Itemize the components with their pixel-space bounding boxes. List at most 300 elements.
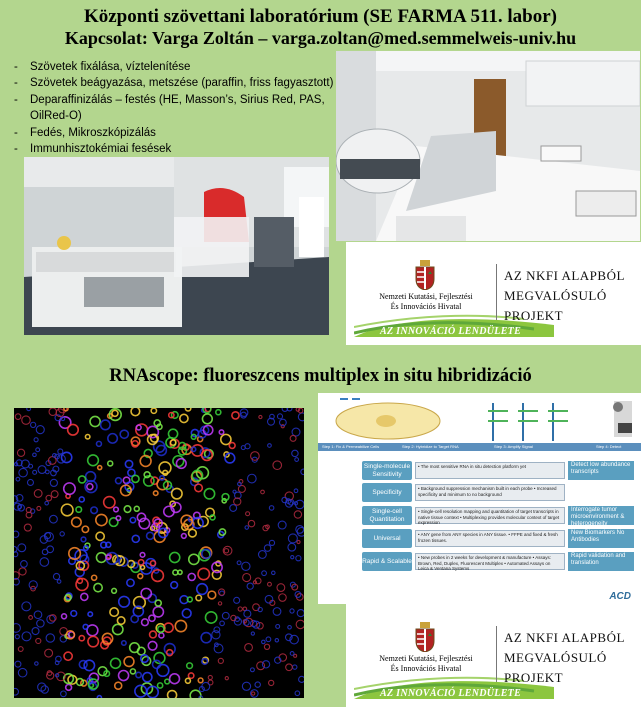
step-1-label: Step 1: Fix & Permeabilize Cells — [322, 444, 380, 449]
fluorescent-cell — [134, 506, 139, 511]
feature-benefit: Detect low abundance transcripts — [568, 461, 634, 480]
fluorescent-cell — [96, 532, 104, 540]
fluorescent-cell — [14, 688, 18, 695]
fluorescent-cell — [212, 631, 220, 639]
fluorescent-cell — [168, 691, 177, 698]
fluorescent-cell — [208, 591, 216, 599]
fluorescent-cell — [165, 679, 170, 684]
fluorescent-cell — [261, 490, 265, 494]
nkfi-logo-panel — [346, 604, 641, 707]
feature-benefit: New Biomarkers No Antibodies — [568, 529, 634, 548]
step-2-label: Step 2: Hybridize to Target RNA — [402, 444, 459, 449]
fluorescent-cell — [51, 491, 58, 498]
fluorescent-cell — [155, 600, 161, 606]
fluorescent-cell — [62, 614, 67, 619]
fluorescent-cell — [291, 556, 294, 559]
fluorescent-cell — [17, 449, 24, 456]
fluorescent-cell — [84, 660, 94, 670]
fluorescent-cell — [277, 414, 282, 419]
fluorescent-cell — [92, 575, 97, 580]
fluorescent-cell — [36, 426, 44, 434]
fluorescent-cell — [35, 662, 38, 665]
fluorescent-cell — [286, 664, 293, 671]
fluorescent-cell — [135, 685, 147, 697]
fluorescent-cell — [81, 593, 88, 600]
fluorescent-cell — [204, 489, 214, 499]
fluorescent-cell — [82, 526, 88, 532]
fluorescent-cell — [197, 584, 208, 595]
fluorescent-cell — [188, 673, 193, 678]
fluorescent-cell — [77, 679, 84, 686]
fluorescent-cell — [119, 596, 130, 607]
fluorescent-cell — [238, 485, 245, 492]
fluorescent-cell — [273, 608, 281, 616]
fluorescent-cell — [269, 540, 274, 545]
fluorescent-cell — [111, 658, 121, 668]
fluorescent-cell — [97, 696, 101, 698]
fluorescent-cell — [242, 562, 250, 570]
fluorescent-cell — [275, 639, 278, 642]
fluorescent-cell — [172, 488, 182, 498]
fluorescent-cell — [187, 597, 192, 602]
fluorescent-cell — [288, 543, 296, 551]
fluorescent-cell — [132, 535, 139, 542]
coat-of-arms-icon — [414, 622, 436, 652]
fluorescent-cell — [269, 506, 273, 510]
fluorescent-cell — [14, 624, 20, 633]
fluorescent-cell — [90, 416, 100, 426]
fluorescent-cell — [137, 513, 145, 521]
fluorescent-cell — [140, 553, 145, 558]
fluorescent-cell — [33, 470, 37, 474]
feature-row — [362, 506, 632, 525]
fluorescent-cell — [262, 640, 266, 644]
fluorescent-cell — [15, 661, 21, 667]
fluorescent-cell — [248, 520, 254, 526]
fluorescent-cell — [143, 673, 152, 682]
fluorescent-cell — [36, 638, 41, 643]
fluorescent-cell — [225, 677, 228, 680]
fluorescent-cell — [251, 632, 254, 635]
lab-photo-right — [336, 51, 640, 241]
fluorescent-cell — [19, 468, 27, 476]
fluorescent-cell — [272, 571, 276, 575]
fluorescent-cell — [153, 491, 158, 496]
fluorescent-cell — [47, 546, 54, 553]
fluorescent-cell — [14, 531, 19, 537]
fluorescent-cell — [149, 615, 155, 621]
fluorescent-cell — [96, 441, 101, 446]
fluorescent-cell — [15, 635, 19, 639]
fluorescent-cell — [68, 424, 79, 435]
fluorescent-cell — [16, 477, 20, 481]
list-item: - Szövetek fixálása, víztelenítése — [14, 59, 334, 75]
acd-logo: ACD — [609, 591, 631, 602]
fluorescent-cell — [96, 514, 107, 525]
fluorescent-cell — [278, 521, 286, 529]
fluorescent-cell — [87, 484, 93, 490]
fluorescent-cell — [125, 460, 132, 467]
fluorescent-cell — [53, 573, 59, 579]
list-item: - Szövetek beágyazása, metszése (paraffin, friss fagyasztott) — [14, 75, 334, 91]
fluorescent-cell — [130, 669, 135, 674]
fluorescent-cell — [45, 649, 53, 657]
fluorescent-cell — [294, 511, 301, 518]
fluorescent-cell — [196, 595, 202, 601]
project-line3: PROJEKT — [504, 308, 564, 323]
fluorescent-cell — [45, 501, 49, 505]
fluorescent-cell — [262, 571, 267, 576]
fluorescent-cell — [124, 506, 131, 513]
fluorescent-cell — [76, 507, 82, 513]
fluorescent-cell — [148, 641, 157, 650]
fluorescent-cell — [46, 495, 52, 501]
fluorescent-cell — [112, 410, 118, 416]
fluorescent-cell — [218, 602, 221, 605]
fluorescent-cell — [242, 682, 250, 690]
fluorescent-cell — [233, 490, 236, 493]
fluorescent-cell — [40, 558, 49, 567]
feature-label: Universal — [362, 529, 412, 548]
fluorescent-cell — [85, 435, 89, 439]
fluorescent-cell — [83, 624, 88, 629]
fluorescent-cell — [94, 583, 102, 591]
fluorescent-cell — [141, 588, 151, 598]
fluorescent-cell — [140, 565, 144, 569]
fluorescent-cell — [201, 633, 211, 643]
fluorescent-cell — [124, 657, 134, 667]
divider — [496, 626, 497, 682]
fluorescent-cell — [153, 607, 163, 617]
fluorescent-cell — [130, 643, 140, 653]
fluorescent-cell — [96, 553, 106, 563]
fluorescent-cell — [220, 621, 225, 626]
fluorescent-cell — [19, 568, 26, 575]
fluorescent-cell — [91, 507, 98, 514]
fluorescent-cell — [296, 526, 304, 534]
feature-label: Specificity — [362, 483, 412, 502]
section-title-rnascope: RNAscope: fluoreszcens multiplex in situ hibridizáció — [109, 366, 532, 386]
fluorescent-cell — [116, 516, 120, 520]
fluorescent-cell — [265, 595, 273, 603]
fluorescent-cell — [173, 456, 184, 467]
fluorescent-cell — [170, 674, 180, 684]
fluorescent-cell — [245, 526, 249, 530]
fluorescent-cell — [61, 504, 73, 516]
feature-detail: • New probes in 2 weeks for development & manufacture • Assays: Brown, Red, Duplex, Fluorescent Multiplex • Automated Assays on Leica & Ventana Systems — [415, 553, 565, 570]
fluorescent-cell — [221, 434, 231, 444]
office-name-line2: És Innovációs Hivatal — [390, 664, 462, 673]
divider — [496, 264, 497, 320]
project-line3: PROJEKT — [504, 670, 564, 685]
fluorescent-cell — [72, 517, 81, 526]
fluorescent-cell — [45, 470, 49, 474]
fluorescent-cell — [210, 515, 215, 520]
fluorescent-cell — [296, 620, 304, 628]
fluorescent-cell — [37, 506, 41, 510]
fluorescent-cell — [61, 691, 67, 697]
fluorescent-cell — [229, 443, 235, 449]
fluorescent-cell — [268, 582, 272, 586]
fluorescent-cell — [297, 540, 300, 543]
office-name-line2: És Innovációs Hivatal — [390, 302, 462, 311]
fluorescent-cell — [57, 580, 61, 584]
fluorescent-cell — [22, 416, 30, 424]
fluorescent-cell — [37, 620, 44, 627]
fluorescent-cell — [157, 424, 162, 429]
fluorescent-cell — [299, 676, 304, 682]
fluorescent-cell — [276, 625, 280, 629]
fluorescent-cell — [298, 413, 304, 421]
feature-row — [362, 552, 632, 571]
fluorescent-cell — [277, 584, 285, 592]
fluorescent-cell — [120, 430, 128, 438]
fluorescent-cell — [208, 675, 212, 679]
fluorescent-cell — [151, 408, 156, 413]
project-text — [504, 628, 625, 688]
fluorescent-cell — [47, 615, 55, 623]
fluorescent-cell — [170, 552, 180, 562]
fluorescent-cell — [31, 422, 36, 427]
fluorescent-cell — [250, 668, 254, 672]
fluorescent-cell — [122, 641, 126, 645]
fluorescent-cell — [216, 410, 221, 415]
fluorescent-cell — [64, 483, 75, 494]
fluorescent-cell — [88, 612, 93, 617]
feature-label: Single-molecule Sensitivity — [362, 461, 412, 480]
fluorescent-cell — [225, 453, 235, 463]
fluorescent-cell — [14, 552, 18, 557]
fluorescent-cell — [219, 430, 223, 434]
project-line2: MEGVALÓSULÓ — [504, 650, 607, 665]
fluorescent-cell — [130, 518, 135, 523]
list-item: - Deparaffinizálás – festés (HE, Masson’s, Sirius Red, PAS, OilRed-O) — [14, 92, 334, 125]
fluorescent-cell — [251, 452, 260, 461]
fluorescent-cell — [258, 551, 266, 559]
fluorescent-cell — [292, 428, 300, 436]
list-item: - Immunhisztokémiai fesések — [14, 141, 334, 157]
fluorescent-cell — [224, 549, 228, 553]
fluorescent-cell — [290, 652, 294, 656]
fluorescent-cell — [49, 408, 56, 415]
fluorescent-cell — [147, 532, 154, 539]
fluorescent-cell — [66, 684, 72, 690]
fluorescent-cell — [189, 554, 199, 564]
fluorescent-cell — [238, 482, 242, 486]
fluorescent-cell — [71, 611, 77, 617]
feature-benefit: Interrogate tumor microenvironment & heterogeneity — [568, 506, 634, 525]
fluorescent-cell — [264, 644, 269, 649]
project-line2: MEGVALÓSULÓ — [504, 288, 607, 303]
fluorescent-cell — [34, 490, 42, 498]
fluorescent-cell — [218, 658, 223, 663]
fluorescent-cell — [148, 435, 158, 445]
fluorescent-cell — [50, 515, 58, 523]
fluorescent-cell — [151, 561, 156, 566]
fluorescent-cell — [238, 607, 242, 611]
fluorescent-cell — [175, 620, 186, 631]
fluorescent-cell — [116, 478, 122, 484]
fluorescent-cell — [136, 425, 141, 430]
fluorescent-cell — [18, 544, 26, 552]
fluorescent-cell — [158, 626, 164, 632]
feature-label: Single-cell Quantitation — [362, 506, 412, 525]
fluorescent-cell — [252, 692, 255, 695]
fluorescent-cell — [180, 414, 188, 422]
fluorescent-cell — [81, 537, 86, 542]
contact-line: Kapcsolat: Varga Zoltán – varga.zoltan@med.semmelweis-univ.hu — [64, 28, 577, 48]
page-title: Központi szövettani laboratórium (SE FARMA 511. labor) — [83, 6, 558, 27]
fluorescent-cell — [138, 574, 143, 579]
fluorescent-cell — [150, 631, 157, 638]
fluorescent-cell — [246, 512, 250, 516]
fluorescent-cell — [294, 489, 298, 493]
project-line1: AZ NKFI ALAPBÓL — [504, 268, 625, 283]
fluorescent-cell — [136, 672, 141, 677]
fluorescent-cell — [234, 597, 240, 603]
fluorescent-cell — [101, 420, 111, 430]
fluorescent-cell — [222, 612, 229, 619]
fluorescent-cell — [269, 680, 274, 685]
fluorescent-cell — [32, 628, 39, 635]
fluorescent-cell — [255, 682, 260, 687]
fluorescent-cell — [46, 634, 54, 642]
fluorescent-cell — [237, 561, 241, 565]
fluorescent-cell — [244, 610, 251, 617]
fluorescent-cell — [98, 466, 102, 470]
fluorescent-cell — [159, 462, 171, 474]
fluorescent-cell — [110, 608, 118, 616]
fluorescent-cell — [50, 479, 57, 486]
fluorescent-cell — [195, 484, 203, 492]
fluorescent-cell — [18, 668, 27, 677]
fluorescent-cell — [27, 408, 31, 411]
fluorescent-cell — [295, 458, 299, 462]
fluorescent-cell — [106, 555, 111, 560]
fluorescent-cell — [182, 609, 191, 618]
fluorescent-cell — [293, 665, 297, 669]
workflow-diagram — [318, 393, 641, 443]
fluorescent-cell — [153, 660, 161, 668]
fluorescent-cell — [202, 414, 212, 424]
fluorescence-image — [14, 408, 304, 698]
fluorescent-cell — [290, 435, 296, 441]
fluorescent-cell — [248, 474, 257, 483]
fluorescent-cell — [198, 568, 209, 579]
fluorescent-cell — [232, 412, 239, 419]
rnascope-infographic — [318, 393, 641, 604]
feature-row — [362, 483, 632, 502]
fluorescent-cell — [29, 616, 33, 620]
feature-row — [362, 461, 632, 480]
feature-detail: • The most sensitive RNA in situ detection platform yet — [415, 462, 565, 479]
fluorescent-cell — [290, 609, 294, 613]
fluorescent-cell — [243, 573, 251, 581]
project-text — [504, 266, 625, 326]
fluorescent-cell — [58, 449, 63, 454]
fluorescent-cell — [15, 414, 21, 420]
feature-benefit — [568, 483, 634, 502]
fluorescent-cell — [192, 447, 196, 451]
fluorescent-cell — [36, 448, 40, 452]
fluorescent-cell — [230, 505, 237, 512]
fluorescent-cell — [106, 542, 111, 547]
service-list — [14, 59, 334, 157]
fluorescent-cell — [264, 545, 271, 552]
fluorescent-cell — [292, 450, 298, 456]
fluorescent-cell — [79, 636, 84, 641]
fluorescent-cell — [257, 662, 265, 670]
fluorescent-cell — [79, 497, 84, 502]
fluorescent-cell — [18, 647, 23, 652]
project-line1: AZ NKFI ALAPBÓL — [504, 630, 625, 645]
fluorescent-cell — [168, 429, 177, 438]
fluorescent-cell — [88, 636, 98, 646]
feature-detail: • Single-cell resolution mapping and quantitation of target transcripts in native tissue context • Multiplexing provides molecular context of target expression — [415, 507, 565, 524]
fluorescent-cell — [22, 602, 31, 611]
fluorescent-cell — [296, 556, 301, 561]
fluorescent-cell — [21, 561, 28, 568]
feature-detail: • Background suppression mechanism built in each probe • Increased specificity and minimum to no background — [415, 484, 565, 501]
fluorescent-cell — [104, 497, 115, 508]
fluorescent-cell — [185, 408, 190, 411]
fluorescent-cell — [202, 450, 213, 461]
fluorescent-cell — [34, 611, 42, 619]
fluorescent-cell — [262, 661, 269, 668]
fluorescent-cell — [189, 529, 197, 537]
fluorescent-cell — [188, 573, 195, 580]
fluorescent-cell — [88, 455, 99, 466]
fluorescent-cell — [61, 417, 64, 420]
fluorescent-cell — [157, 683, 162, 688]
fluorescent-cell — [22, 632, 31, 641]
fluorescent-cell — [176, 459, 186, 469]
fluorescent-cell — [259, 415, 262, 418]
nkfi-logo-panel — [346, 242, 641, 345]
fluorescent-cell — [205, 612, 216, 623]
fluorescent-cell — [185, 678, 190, 683]
fluorescent-cell — [187, 663, 193, 669]
step-3-label: Step 3: Amplify Signal — [494, 444, 533, 449]
fluorescent-cell — [245, 644, 253, 652]
fluorescent-cell — [64, 652, 72, 660]
fluorescent-cell — [132, 475, 139, 482]
fluorescent-cell — [117, 617, 124, 624]
feature-detail: • ANY gene from ANY species in ANY tissue. • FFPE and fixed & fresh frozen tissues. — [415, 530, 565, 547]
slogan-text: AZ INNOVÁCIÓ LENDÜLETE — [380, 326, 522, 337]
fluorescent-cell — [131, 615, 138, 622]
fluorescent-cell — [273, 461, 282, 470]
coat-of-arms-icon — [414, 260, 436, 290]
fluorescent-cell — [288, 625, 292, 629]
fluorescent-cell — [113, 624, 123, 634]
fluorescent-cell — [198, 678, 203, 683]
fluorescent-cell — [138, 560, 143, 565]
fluorescent-cell — [60, 532, 64, 536]
office-name-line1: Nemzeti Kutatási, Fejlesztési — [379, 292, 473, 301]
fluorescent-cell — [159, 633, 164, 638]
feature-benefit: Rapid validation and translation — [568, 552, 634, 571]
fluorescent-cell — [77, 578, 82, 583]
fluorescent-cell — [33, 453, 37, 457]
fluorescent-cell — [127, 579, 134, 586]
fluorescent-cell — [297, 610, 304, 617]
feature-label: Rapid & Scalable — [362, 552, 412, 571]
fluorescent-cell — [288, 534, 297, 543]
fluorescent-cell — [247, 583, 253, 589]
fluorescent-cell — [171, 582, 178, 589]
fluorescent-cell — [245, 444, 250, 449]
